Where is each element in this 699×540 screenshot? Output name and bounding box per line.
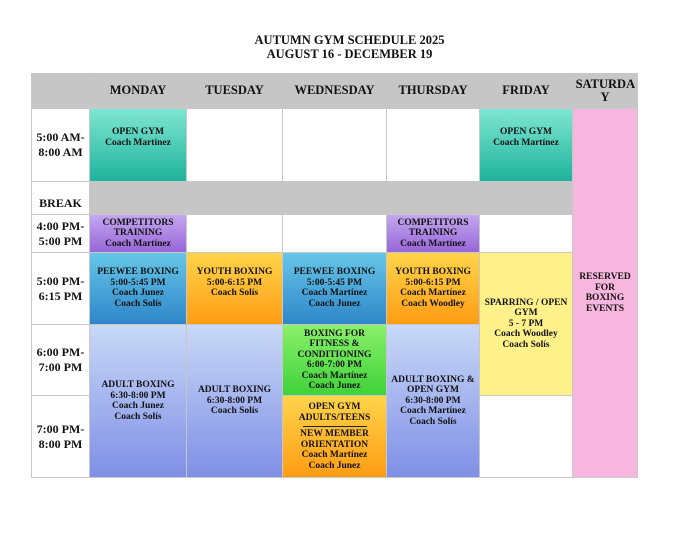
event-line: Coach Junez [308,460,361,471]
event-line: RESERVED [579,272,631,282]
event-line: Coach Solís [502,339,550,350]
empty-cell [187,109,283,182]
event-line: Coach Martínez [400,238,466,249]
time-slot-4pm: 4:00 PM-5:00 PM [31,215,90,253]
day-header-tuesday: TUESDAY [187,73,283,109]
event-line: ADULT BOXING & [391,374,475,385]
event-line: 5 - 7 PM [508,318,544,329]
event-line: Coach Martínez [493,137,559,148]
event-text [395,267,471,309]
event-line: FOR [594,282,616,293]
event-tuesday-adult-boxing [187,325,283,478]
header-corner [31,73,90,109]
event-line: Coach Junez [308,298,361,309]
event-text [493,127,559,148]
event-wednesday-fitness [283,325,387,396]
event-text [105,127,171,148]
event-line: Coach Martínez [400,406,466,417]
event-text [197,267,273,299]
event-line: ADULTS/TEENS [298,412,371,423]
empty-cell [387,109,480,182]
event-line: GYM [514,308,538,319]
event-wednesday-open-gym-orientation [283,396,387,478]
event-line: YOUTH BOXING [196,267,273,277]
time-slot-7pm: 7:00 PM-8:00 PM [31,396,90,478]
event-text [101,380,174,422]
event-line: COMPETITORS [102,217,174,228]
empty-cell [480,396,573,478]
event-line: Coach Martínez [301,450,368,460]
event-line: Coach Solís [114,411,162,422]
event-thursday-competitors [387,215,480,253]
event-thursday-youth [387,253,480,325]
event-line: Coach Woodley [494,329,558,340]
event-line: PEEWEE BOXING [97,267,179,277]
event-tuesday-youth [187,253,283,325]
page-title: AUTUMN GYM SCHEDULE 2025 [254,33,445,47]
event-line: Coach Junez [112,288,164,298]
event-line: 5:00-6:15 PM [405,277,461,288]
event-saturday-reserved [573,109,638,478]
event-line: Coach Woodley [401,298,465,309]
day-header-wednesday: WEDNESDAY [283,73,387,109]
event-line: 5:00-6:15 PM [206,277,263,288]
event-line: OPEN GYM [500,127,552,137]
event-text [391,375,474,428]
event-line: TRAINING [408,228,458,239]
event-text [485,298,568,351]
day-header-monday: MONDAY [90,73,187,109]
event-line: 6:30-8:00 PM [206,395,263,406]
event-line: 6:30-8:00 PM [405,395,461,406]
event-line: ADULT BOXING [101,380,175,390]
event-line: 5:00-5:45 PM [306,277,363,288]
event-line: OPEN GYM [112,127,164,137]
empty-cell [283,109,387,182]
empty-cell [480,215,573,253]
event-line: Coach Junez [112,401,164,411]
day-header-friday: FRIDAY [480,73,573,109]
event-line: ORIENTATION [300,439,369,450]
break-row [90,182,573,215]
event-text [299,402,370,423]
event-line: Coach Martínez [301,370,368,381]
event-line: YOUTH BOXING [395,267,471,277]
event-line: COMPETITORS [397,217,469,228]
event-friday-open-gym [480,109,573,182]
time-slot-6pm: 6:00 PM-7:00 PM [31,325,90,396]
event-line: Coach Junez [308,381,361,391]
event-line: CONDITIONING [297,349,372,360]
event-line: Coach Martínez [105,238,171,249]
event-line: Coach Martínez [105,137,171,148]
event-text [198,385,271,417]
event-line: NEW MEMBER [300,429,369,439]
event-line: 6:00-7:00 PM [306,360,363,370]
event-line: Coach Martínez [301,288,368,298]
event-line: FITNESS & [309,339,360,349]
event-text [579,272,630,314]
event-line: OPEN GYM [407,385,459,396]
day-header-thursday: THURSDAY [387,73,480,109]
time-slot-5pm: 5:00 PM-6:15 PM [31,253,90,325]
time-slot-break: BREAK [31,182,90,215]
event-text [294,267,376,309]
event-line: Coach Martínez [400,288,466,298]
event-text [97,267,179,309]
open-gym-adults-teens [299,402,370,423]
event-line: Coach Solís [114,298,162,309]
event-monday-adult-boxing [90,325,187,478]
event-line: 5:00-5:45 PM [110,277,166,288]
event-wednesday-peewee [283,253,387,325]
day-header-saturday: SATURDA Y [573,73,638,109]
event-line: Coach Solís [409,416,457,427]
new-member-orientation [300,429,369,471]
divider-line [303,426,367,427]
page-subtitle: AUGUST 16 - DECEMBER 19 [266,47,433,61]
event-text [298,329,372,392]
event-line: Coach Solís [210,288,259,298]
event-thursday-adult-boxing [387,325,480,478]
event-text [397,218,468,250]
event-friday-sparring [480,253,573,396]
event-line: Coach Solís [210,406,259,417]
empty-cell [283,215,387,253]
time-slot-morning: 5:00 AM-8:00 AM [31,109,90,182]
event-text [102,218,173,250]
event-line: SPARRING / OPEN [484,297,568,308]
event-line: TRAINING [113,228,163,239]
event-line: 6:30-8:00 PM [110,390,166,401]
event-monday-competitors [90,215,187,253]
event-line: BOXING FOR [304,328,365,339]
event-text [300,429,369,471]
event-line: ADULT BOXING [197,385,272,396]
event-line: PEEWEE BOXING [293,267,376,277]
schedule-grid [31,73,638,478]
event-line: EVENTS [585,303,624,314]
event-monday-open-gym [90,109,187,182]
event-line: BOXING [585,293,625,303]
event-monday-peewee [90,253,187,325]
event-line: OPEN GYM [308,402,361,412]
empty-cell [187,215,283,253]
